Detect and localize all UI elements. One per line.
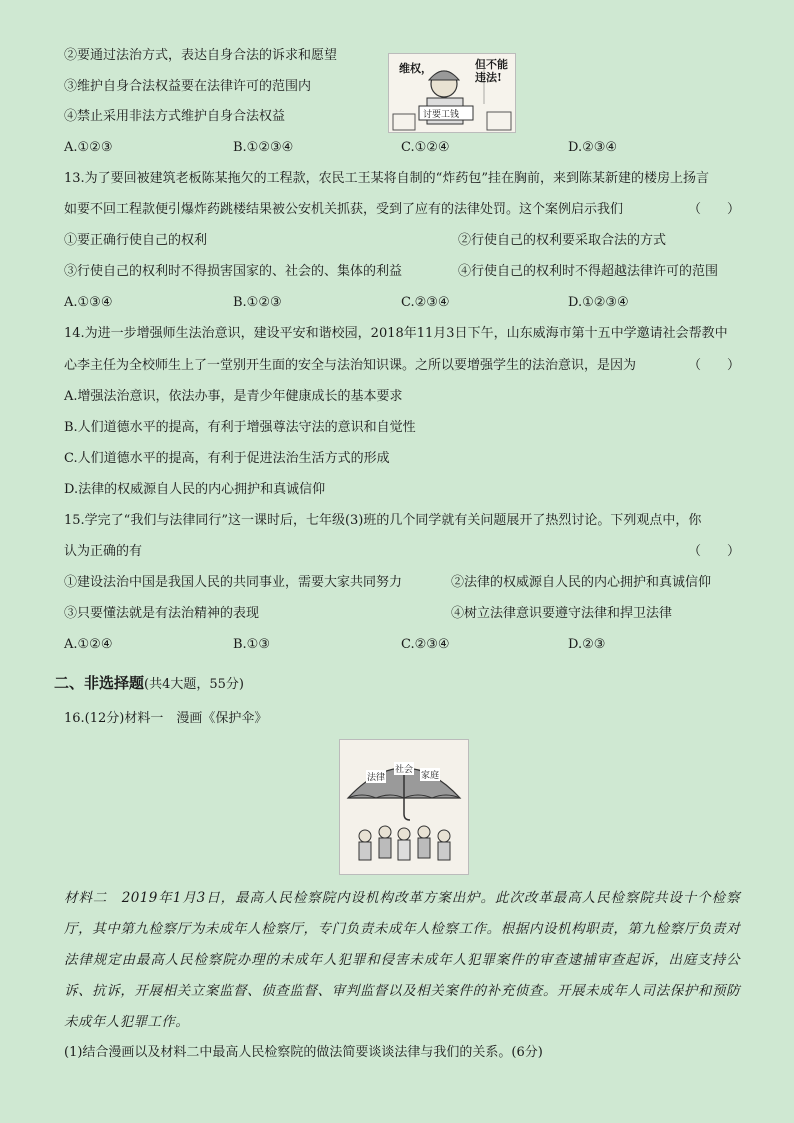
q12-item-2: ②要通过法治方式，表达自身合法的诉求和愿望 (64, 48, 338, 63)
umbrella-label-society: 社会 (394, 762, 414, 775)
q14-option-c[interactable]: C.人们道德水平的提高，有利于促进法治生活方式的形成 (64, 451, 390, 466)
q15-option-a[interactable]: A.①②④ (64, 637, 113, 652)
q13-option-a[interactable]: A.①③④ (64, 295, 113, 310)
q15-option-c[interactable]: C.②③④ (401, 637, 450, 652)
section-title-sub: (共4大题，55分) (144, 677, 244, 692)
q13-option-b[interactable]: B.①②③ (233, 295, 282, 310)
q13-item-2: ②行使自己的权利要采取合法的方式 (458, 233, 667, 248)
q15-option-b[interactable]: B.①③ (233, 637, 270, 652)
cartoon-left-text: 维权， (399, 62, 432, 75)
q13-stem-line1: 13.为了要回被建筑老板陈某拖欠的工程款，农民工王某将自制的“炸药包”挂在胸前，来到陈某新建的楼房上扬言 (64, 171, 709, 186)
q14-option-b[interactable]: B.人们道德水平的提高，有利于增强尊法守法的意识和自觉性 (64, 420, 416, 435)
umbrella-label-family: 家庭 (420, 768, 440, 781)
q16-header: 16.(12分)材料一 漫画《保护伞》 (64, 711, 268, 726)
q14-option-d[interactable]: D.法律的权威源自人民的内心拥护和真诚信仰 (64, 482, 326, 497)
q12-item-3: ③维护自身合法权益要在法律许可的范围内 (64, 79, 312, 94)
q15-item-3: ③只要懂法就是有法治精神的表现 (64, 606, 260, 621)
q15-item-1: ①建设法治中国是我国人民的共同事业，需要大家共同努力 (64, 575, 403, 590)
q13-option-c[interactable]: C.②③④ (401, 295, 450, 310)
q13-item-3: ③行使自己的权利时不得损害国家的、社会的、集体的利益 (64, 264, 403, 279)
q12-option-b[interactable]: B.①②③④ (233, 140, 294, 155)
q12-option-c[interactable]: C.①②④ (401, 140, 450, 155)
q15-stem-line2: 认为正确的有 (64, 544, 143, 559)
q12-option-d[interactable]: D.②③④ (568, 140, 618, 155)
q14-answer-blank[interactable]: （ ） (688, 358, 741, 373)
q15-item-2: ②法律的权威源自人民的内心拥护和真诚信仰 (451, 575, 712, 590)
cartoon-sign-text: 讨要工钱 (423, 110, 460, 120)
q13-option-d[interactable]: D.①②③④ (568, 295, 629, 310)
q12-item-4: ④禁止采用非法方式维护自身合法权益 (64, 109, 286, 124)
q13-stem-line2: 如要不回工程款便引爆炸药跳楼结果被公安机关抓获，受到了应有的法律处罚。这个案例启示我们 (64, 202, 624, 217)
q14-option-a[interactable]: A.增强法治意识，依法办事，是青少年健康成长的基本要求 (64, 389, 403, 404)
q12-option-a[interactable]: A.①②③ (64, 140, 113, 155)
q15-item-4: ④树立法律意识要遵守法律和捍卫法律 (451, 606, 673, 621)
q14-stem-line1: 14.为进一步增强师生法治意识，建设平安和谐校园，2018年11月3日下午，山东威海市第十五中学邀请社会帮教中 (64, 326, 728, 341)
umbrella-label-law: 法律 (366, 770, 386, 783)
q15-option-d[interactable]: D.②③ (568, 637, 606, 652)
q13-item-1: ①要正确行使自己的权利 (64, 233, 208, 248)
cartoon-right-text: 但不能违法! (475, 58, 508, 84)
q12-cartoon (388, 53, 516, 133)
q16-material2: 材料二 2019年1月3日，最高人民检察院内设机构改革方案出炉。此次改革最高人民检察院共设十个检察厅，其中第九检察厅为未成年人检察厅，专门负责未成年人检察工作。根据内设机构职责，第九检察厅负责对法律规定由最高人民检察院办理的未成年人犯罪和侵害未成年人犯罪案件的审查逮捕审查起诉，出庭支持公诉、抗诉，开展相关立案监督、侦查监督、审判监督以及相关案件的补充侦查。开展未成年人司法保护和预防未成年人犯罪工作。 (64, 890, 740, 1030)
section-title-main: 二、非选择题 (54, 674, 145, 692)
umbrella-cartoon-image (340, 740, 468, 874)
q13-item-4: ④行使自己的权利时不得超越法律许可的范围 (458, 264, 719, 279)
q16-subquestion-1: (1)结合漫画以及材料二中最高人民检察院的做法简要谈谈法律与我们的关系。(6分) (64, 1045, 543, 1060)
q14-stem-line2: 心李主任为全校师生上了一堂别开生面的安全与法治知识课。之所以要增强学生的法治意识，是因为 (64, 358, 637, 373)
section-title (54, 673, 244, 695)
q15-answer-blank[interactable]: （ ） (688, 544, 741, 559)
q13-answer-blank[interactable]: （ ） (688, 202, 741, 217)
umbrella-cartoon (339, 739, 469, 875)
q15-stem-line1: 15.学完了“我们与法律同行”这一课时后，七年级(3)班的几个同学就有关问题展开了热烈讨论。下列观点中，你 (64, 513, 702, 528)
